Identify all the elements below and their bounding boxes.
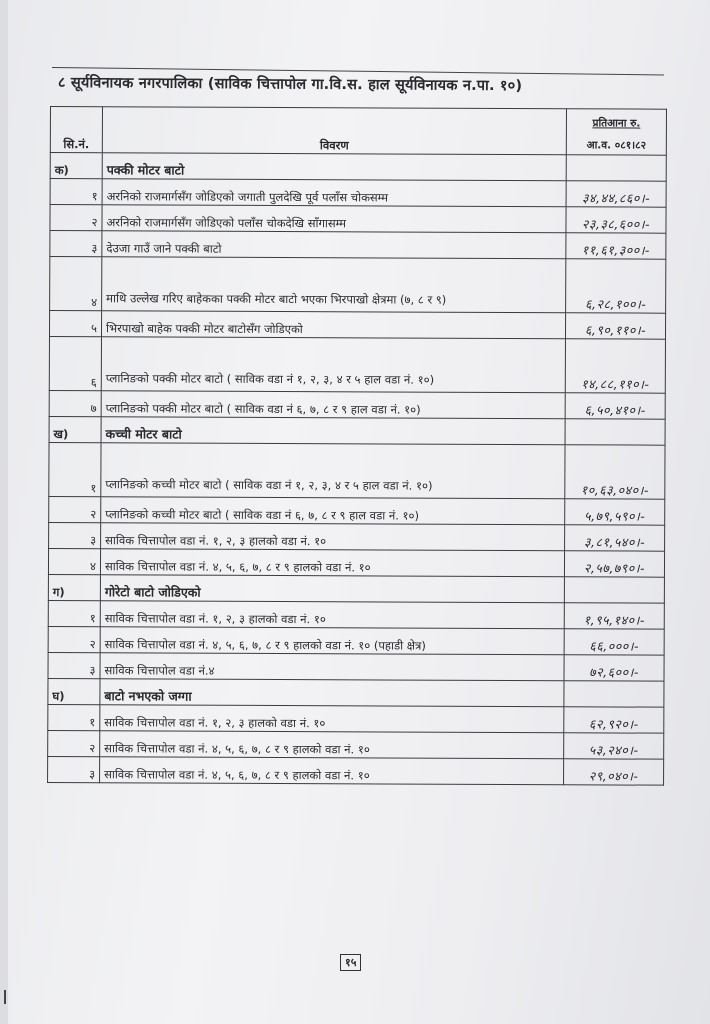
category-title: कच्ची मोटर बाटो: [101, 417, 565, 445]
table-row: [49, 522, 665, 551]
row-description: प्लानिङको पक्की मोटर बाटो ( साविक वडा नं १, २, ३, ४ र ५ हाल वडा नं. १०): [101, 337, 565, 393]
table-row: [48, 600, 664, 629]
row-value: ३,८१,५४०।-: [565, 525, 665, 551]
row-description: प्लानिङको पक्की मोटर बाटो ( साविक वडा नं ६, ७, ८ र ९ हाल वडा नं. १०): [101, 391, 565, 419]
category-row: [49, 416, 665, 445]
table-row: [50, 179, 666, 208]
row-description: अरनिको राजमार्गसँग जोडिएको जगाती पुलदेखि पूर्व पलाँस चोकसम्म: [102, 179, 566, 207]
row-serial: ६: [49, 337, 101, 391]
row-serial: १: [49, 442, 101, 496]
table-row: [49, 390, 665, 419]
row-description: अरनिको राजमार्गसँग जोडिएको पलाँस चोकदेखि साँगासम्म: [102, 205, 566, 233]
row-description: भिरपाखो बाहेक पक्की मोटर बाटोसँग जोडिएको: [101, 311, 565, 339]
category-key: ग): [48, 574, 100, 600]
row-serial: २: [48, 730, 100, 756]
row-serial: ३: [48, 756, 100, 782]
row-value: २३,३८,६००।-: [566, 207, 666, 233]
category-key: घ): [48, 678, 100, 704]
section-heading: ८ सूर्यविनायक नगरपालिका (साविक चित्तापोल गा.वि.स. हाल सूर्यविनायक न.पा. १०): [57, 74, 523, 95]
category-value-cell: [565, 419, 665, 445]
category-value-cell: [564, 577, 664, 603]
table-row: [49, 496, 665, 525]
table-row: [49, 442, 665, 499]
row-description: साविक चित्तापोल वडा नं. ४, ५, ६, ७, ८ र ९ हालको वडा नं. १०: [100, 549, 564, 577]
table-row: [50, 257, 666, 314]
row-value: ३४,४४,८६०।-: [566, 181, 666, 207]
row-description: साविक चित्तापोल वडा नं. ४, ५, ६, ७, ८ र ९ हालको वडा नं. १०: [100, 757, 564, 785]
row-value: ६,२८,१००।-: [566, 259, 666, 313]
category-key: ख): [49, 416, 101, 442]
row-serial: ३: [49, 522, 101, 548]
row-value: १०,६३,०४०।-: [565, 445, 665, 499]
row-value: ५३,२४०।-: [564, 733, 664, 759]
edge-mark: [4, 990, 6, 1004]
row-value: ७२,६००।-: [564, 655, 664, 681]
row-description: माथि उल्लेख गरिए बाहेकका पक्की मोटर बाटो भएका भिरपाखो क्षेत्रमा (७, ८ र ९): [102, 257, 566, 313]
table-row: [48, 626, 664, 655]
row-serial: ३: [50, 231, 102, 257]
table-row: [50, 231, 666, 260]
row-serial: ४: [50, 257, 102, 311]
row-description: प्लानिङको कच्ची मोटर बाटो ( साविक वडा नं १, २, ३, ४ र ५ हाल वडा नं. १०): [101, 443, 565, 499]
row-value: १४,८८,११०।-: [565, 339, 665, 393]
category-row: [50, 153, 666, 182]
category-row: [48, 574, 664, 603]
row-value: १,९५,१४०।-: [564, 603, 664, 629]
row-description: साविक चित्तापोल वडा नं. १, २, ३ हालको वडा नं. १०: [100, 705, 564, 733]
row-value: ६६,०००।-: [564, 629, 664, 655]
table-row: [48, 704, 664, 733]
row-serial: ४: [48, 548, 100, 574]
category-title: पक्की मोटर बाटो: [102, 153, 566, 181]
row-value: ६,९०,११०।-: [565, 313, 665, 339]
row-value: २९,०४०।-: [564, 759, 664, 785]
category-row: [48, 678, 664, 707]
row-value: २,५७,७९०।-: [564, 551, 664, 577]
header-description: विवरण: [102, 107, 566, 155]
row-serial: २: [50, 205, 102, 231]
table-body: [48, 153, 667, 786]
category-title: बाटो नभएको जग्गा: [100, 679, 564, 707]
table-row: [48, 730, 664, 759]
valuation-table: [47, 106, 667, 786]
row-value: ११,६१,३००।-: [566, 233, 666, 259]
table-row: [49, 337, 665, 394]
header-value: [566, 109, 666, 155]
header-value-bottom: आ.व. ०८१।८२: [586, 139, 647, 152]
table-row: [48, 652, 664, 681]
row-serial: १: [48, 704, 100, 730]
category-value-cell: [566, 155, 666, 181]
category-value-cell: [564, 681, 664, 707]
table-row: [48, 548, 664, 577]
row-description: देउजा गाउँ जाने पक्की बाटो: [102, 231, 566, 259]
row-serial: ३: [48, 652, 100, 678]
category-key: क): [50, 153, 102, 179]
page-number: १५: [340, 954, 361, 971]
row-serial: ५: [49, 311, 101, 337]
header-value-top: प्रतिआना रु.: [592, 117, 641, 130]
row-description: साविक चित्तापोल वडा नं. १, २, ३ हालको वडा नं. १०: [101, 523, 565, 551]
table-row: [49, 311, 665, 340]
row-description: साविक चित्तापोल वडा नं. ४, ५, ६, ७, ८ र ९ हालको वडा नं. १० (पहाडी क्षेत्र): [100, 627, 564, 655]
row-serial: २: [49, 496, 101, 522]
category-title: गोरेटो बाटो जोडिएको: [100, 575, 564, 603]
table-row: [48, 756, 664, 785]
row-serial: १: [50, 179, 102, 205]
row-description: साविक चित्तापोल वडा नं. १, २, ३ हालको वडा नं. १०: [100, 601, 564, 629]
row-description: साविक चित्तापोल वडा नं.४: [100, 653, 564, 681]
row-description: प्लानिङको कच्ची मोटर बाटो ( साविक वडा नं ६, ७, ८ र ९ हाल वडा नं. १०): [101, 497, 565, 525]
header-serial: सि.नं.: [50, 107, 102, 153]
row-value: ५,७९,५९०।-: [565, 499, 665, 525]
table-row: [50, 205, 666, 234]
row-description: साविक चित्तापोल वडा नं. ४, ५, ६, ७, ८ र ९ हालको वडा नं. १०: [100, 731, 564, 759]
row-serial: २: [48, 626, 100, 652]
row-value: ६,५०,४१०।-: [565, 393, 665, 419]
row-serial: १: [48, 600, 100, 626]
row-value: ६२,९२०।-: [564, 707, 664, 733]
row-serial: ७: [49, 390, 101, 416]
